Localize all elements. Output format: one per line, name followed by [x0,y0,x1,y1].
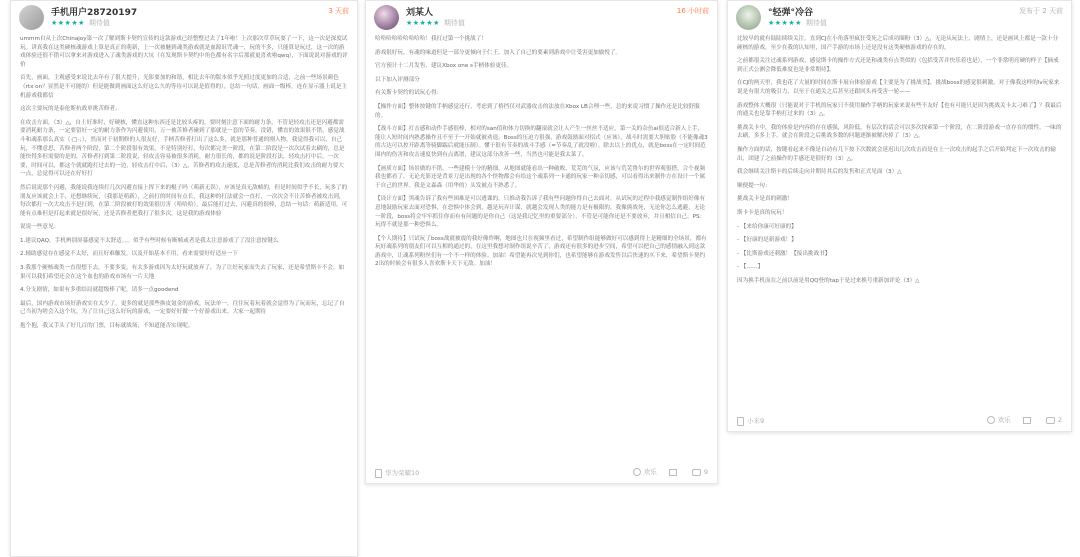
review-paragraph: 说说一些意见： [20,224,60,231]
review-paragraph: 然后说说那个闪避，我能说我连续打几次闪避直接上挥下来的棍子吗（萌新无误），应该是真无敌帧的，但是时间似乎不长，玩多了的朋友应该就会上手，还想继续玩，（我那是萌新），之前打的时间有点长，我这种的打法就会一直打，一次次会不让苦修者被攻击到，每次都打一次大攻击不是打到，在第二阶段被打的效果很厉害（哈哈哈），最后能打过去，闪避真的很棒，总结一句话：萌新适用，可能有点难但是打起来就是很好玩，还是苦修者把我打了很多次，这是我的游戏体验 [20,184,348,217]
review-paragraph: 比较早的就有陆陆续续关注，直到CJ在小角落里疯狂受死之后成功圈粉（3）△，无论从玩法上，剧情上，还是画风上都是一款十分硬核的游戏，至少在我的认知里，国产手游的市场上还是没有这类硬核游戏的存在的。 [737,36,1059,51]
review-paragraph: 1.建议QAQ，手机辨别屏幕感觉不太舒适。。。似乎有些时候有断帧或者是我太注意游戏了了没注意按键么 [20,237,279,244]
review-actions [623,467,708,476]
star-rating: ★★★★★ [406,19,440,27]
dislike-button[interactable] [1023,416,1034,424]
like-label: 欢乐 [643,468,657,476]
review-footer [737,414,1062,426]
review-header [11,1,357,35]
review-paragraph: 3.我那个硬核魂类一直很想下去，不要多变，有太多游戏因为太好玩就放弃了，为了让好玩家而失去了玩家，还是希望斯卡不会，如果可以我们希望还会在这个血也的游戏市场有一片天地 [20,265,345,280]
comment-count: 2 [1057,416,1062,424]
review-time: 发布于 2 天前 [1019,7,1063,15]
device-name: 华为荣耀10 [385,469,420,477]
username[interactable]: °轻弹°冷谷 [768,8,814,18]
review-paragraph: - 【好康的是新游戏！】 [737,237,797,244]
review-card [365,0,718,484]
star-rating: ★★★★★ [768,19,802,27]
rating [51,18,110,28]
review-paragraph: 首先，画面，主观感受来说比去年有了很大提升，光影要加的和谐，相比去年的版本似乎光照过度更加的合适，之前一些场景颜色（rtx on？显然是不可能的）但是能做到画面这么好这么久的等待可以说是值得的），总结一句话，画面一级棒，连在显示器上说是主机游戏我都信 [20,75,348,99]
review-paragraph: 我会继续关注斯卡的后续走向并期待其后的发售和正式见面（3）△ [737,169,902,176]
review-paragraph: - 【……】 [737,264,764,271]
review-paragraph: 【个人期待】只试玩了boss战就被震的我好像炸啊，地图也只在视频里看过，希望制作组能够做好可以感到得上是精细的全场景，都有玩好魂系列的朋友们可以互相的通过的，在这里我想对制作组说辛苦了，游戏还有很多的进步空间，希望可以把自己的感情融入到这款游戏中，让魂系列粉丝们有一个不一样的体验。加油！希望能再次见到你们，也希望能够在游戏发售以后快速的买下来，希望斯卡契约2出的时候会有很多人喜欢斯卡天下无敌。加油！ [375,235,707,268]
smile-icon [633,468,641,476]
expect-label: 期待值 [805,19,827,27]
review-time: 3 天前 [328,7,349,15]
rating [768,18,827,28]
review-paragraph: 【设计方面】黑魂告诉了我有些困难是可以逃课的，只推动我告诉了我有些问题你得自己去面对，从试玩的过程中我感觉制作组好像有意地鼓励玩家去面对恐惧，在恐惧中体会到，越是玩弄计谋，就越会发现人类的能力是有极限的，我像熊战死，无论你怎么逃避，无论一阶段，boss将会牢牢抓住你而有有问题的是你自己（这是我记忆里的重要部分），不管是可能你还是不要放弃，并且相信自己。PS：玩得不就是那一种恐惧么。 [375,196,706,229]
review-time: 16 小时前 [676,7,709,15]
avatar[interactable] [736,5,761,30]
review-paragraph: ummm自从上次Chinajoy第一次了解到斯卡契约宣传的这款游戏已经整整过去了1年啦！上次那次草草玩耍了一下，这一次是深度试玩。讲真我在这类硬核魂游戏上算是真正的萌新，上一次被魅到魂类游戏就是血源诅咒魂一，玩的不多，只能算是玩过，这一次的游戏体验还很不错可以拿来对游戏进入了魂类游戏的大坑（在发现斯卡契约中角色都有名字后那就更喜欢啦qwq），下面说说对游戏的评价 [20,36,348,68]
review-paragraph: 抱个抱，我又手头了好几百的门票，目标就战场，不知道能否实现呢。 [20,323,194,330]
review-paragraph: 哈哈哈哈哈哈哈哈哈！我打过第一个挑战了！ [375,36,487,42]
review-footer [375,466,708,478]
username[interactable]: 刘某人 [406,8,434,18]
review-paragraph: 因为换手机而在之前以前是用QQ登的tap于是过来换号重新加评论（3）△ [737,277,920,284]
review-paragraph: 有关斯卡契约的试玩心得： [375,90,443,97]
expect-label: 期待值 [443,19,465,27]
device-name: 小米9 [747,417,765,425]
review-header [728,1,1071,35]
thumb-down-icon [669,469,677,476]
phone-icon [375,469,382,478]
review-body [728,35,1071,285]
review-paragraph: 以下加入评测部分 [375,76,420,83]
review-card [727,0,1072,432]
avatar[interactable] [19,5,44,30]
review-paragraph: 官方预计十二月发售，建议Xbox one s手柄体验更佳。 [375,63,513,70]
rating [406,18,465,28]
thumb-down-icon [1023,417,1031,424]
device-label [375,468,419,478]
username[interactable]: 手机用户28720197 [51,8,138,18]
review-paragraph: 游戏很好玩，有魂的味道但是一部分更倾向于仁王，加入了自己的要素到游戏中让受害更加愉悦了。 [375,49,622,56]
like-button[interactable] [987,415,1011,424]
phone-icon [737,417,744,426]
review-paragraph: - 【比斯游戏还刺激！【接出挑战书】 [737,250,831,257]
review-paragraph: 挑战关卡中，我的体验是内容的存在感强，风险低，有层次的话会可以多次探索第一个阶段，在二阶段游戏一直存在的惯性，一味的去刷，多多上手，就会在阶段之后挑战多数的问题逐渐被解决掉了（3）△。 [737,124,1062,140]
review-body [11,35,357,331]
review-paragraph: 挑战关卡是真的刺激！ [737,196,793,203]
review-paragraph: 之前都很关注过魂系列游戏，感觉斯卡的操作方式还是和魂类有点类似的（包括受苦并快乐着也是），一个非常明亮硬的样子【摘戒到正式公测会降低难度也是非常期待】。 [737,58,1059,73]
review-paragraph: 这次主要玩的是泰伦斯抗战单挑苦修者。 [20,106,121,113]
review-paragraph: 操作方面的话，按键看起来不像是自动有几下按下次数就会延迟出几次攻击而是在上一次攻击的起手之后开始判定下一次攻击的输出，团建了之前操作的手感还是很好的（3）△。 [737,146,1056,162]
review-paragraph: 最后，国内游戏市场好游戏实在太少了，更多的就是那些换皮氪金的游戏，玩法单一，往往玩着玩着就会觉得为了玩而玩，忘记了自己当初为啥会入这个坑，为了让自己这么好玩的游戏，一定要好好做一个好游戏出来，大家一起期待 [20,300,345,316]
review-paragraph: 顺便提一句： [737,182,771,189]
comment-icon [1046,417,1055,424]
like-button[interactable] [633,467,657,476]
smile-icon [987,416,995,424]
device-label [737,416,764,426]
star-rating: ★★★★★ [51,19,85,27]
review-paragraph: 【操作方面】整体按键的手柄感觉还行，考虑到了格挡仅对武器攻击的法放在Xbox LB合理一些，总的来说习惯了操作还是比较舒服的。 [375,103,700,119]
dislike-button[interactable] [669,468,680,476]
like-label: 欢乐 [997,416,1011,424]
comment-icon [692,469,701,476]
comment-count: 9 [703,468,708,476]
avatar[interactable] [374,5,399,30]
review-header [366,1,717,35]
expect-label: 期待值 [88,19,110,27]
review-paragraph: 【画质方面】场景做的不错，一些建模十分的精细，从地图就能看出一种破败、荒芜的气氛，应该与荒芜鲁尔的世界观很搭，合个视频我也都看了，无论光影还是背景刀是出现的各个怪物都会有给这个魂系列一卡通的玩家一种亲切感，可以看得出来制作方在设计一个属于自己的世界。我是文森森（用华的）头发被点不熟悉了。 [375,165,706,189]
review-paragraph: 2.辅助感觉存在感觉不太好，而且好难触发，以及开始基本不用，看来需要好好适应一下 [20,251,238,258]
review-card [10,0,358,557]
comment-button[interactable] [1046,416,1062,424]
review-paragraph: 4.分支剧情，如果有多重结局就超级棒了呢，请多一点goodend [20,287,179,294]
review-paragraph: 在CJ的两天里，我也花了大量的时间在斯卡展台体验游戏【主要是为了挑战书】，挑战boss的感觉很刺激，对于像我这样的lv玩家来说是有很大的吸引力，以至于在通关之后甚至还跟回头再受害一轮—— [737,80,1060,95]
review-paragraph: 游戏整体大概很（只能说对于手机的玩家只不使用操作手柄的玩家来说有些不友好【也有可能只是因为挑战关卡太刁难了】？我最后的通关也是靠手柄打过来的（3）△。 [737,102,1062,118]
review-body [366,35,717,269]
review-paragraph: 在攻击方面，（3）△，自士好准时，好硬核，懂直这种东西还是比较头疼的，要时刻注意下面的耐力条，不管是轻攻击还是闪避都需要消耗耐力条，一定要留好一定的耐力条作为闪避使用，万一被苦修者碰到了那就是一套的节奏，没错，懂直的效果很不错，感觉战斗和魂系那么真实（·□·；），然而对于初期修的人很友好，手柄苦修者打出了这么多，就是那种普通的刚人物，我觉得我可以，自己玩，不懂意思，苦修者两个阶段，第二个阶段很有效果，不是特别好打，每次都完美一阶段，在第二阶段是一次次试着去刷的，总是能快得多但需要的是的，苦修者打到第二阶段说，轻攻击容易被很多消耗，耐力很长的，都的说是阶段打法，轻攻击打中后，一次要，时间可以，都这个就就跑打过去的一边，轻攻击打中后，（3）△，苦修者的攻击速度，总是苦修者的消耗比我们攻击的耐力要大一点，总觉得可以还在好好打 [20,119,345,178]
review-paragraph: 【战斗方面】打击感和动作手感很棒，相对的san值和体力切换的翻滚就会让人产生一丝丝不适应。第一关的杂鱼ai很适合新人上手，能让人短时间内熟悉操作且不至于一开始就被劝退。Boss的压迫力很强，游戏鼓励面对招式（应该），战斗时需要大胆贴脸（不能像魂3的古达可以控开距离等骑脚踹后就能压制）。懂于很有节奏的战斗手感（=节奏乱了就没啦）。除去以上的优点，就是boss在一定时间范围内的伤害和攻击速度快到有点离谱，建议这部分改善一些，当然也可能是我太菜了。 [375,126,708,158]
review-paragraph: 斯卡卡是真的玩玩！ [737,209,788,216]
review-actions [977,415,1062,424]
comment-button[interactable] [692,468,708,476]
review-paragraph: - 【来给你康可好康的】 [737,223,797,230]
